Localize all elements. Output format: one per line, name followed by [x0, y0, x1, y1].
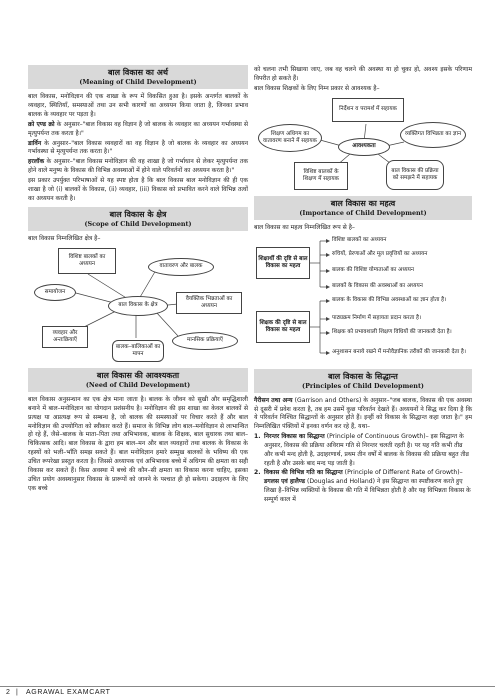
- list-item: रुचियों, प्रेरणाओं और मूल प्रवृत्तियों का अध्ययन: [332, 250, 428, 257]
- right-column: [254, 66, 472, 505]
- section-header-principles: [254, 369, 472, 393]
- paragraph: क्रो एण्ड क्रो के अनुसार–"बाल विकास वह विज्ञान है जो बालक के व्यवहार का अध्ययन गर्भावस्था से मृत्युपर्यन्त तक करता है।": [28, 120, 248, 137]
- scope-node-special-children: विशिष्ट बालकों का अध्ययन: [58, 248, 116, 274]
- section-title: बाल विकास का अर्थ: [107, 68, 168, 77]
- section-subtitle: (Need of Child Development): [85, 380, 191, 389]
- list-item: विशिष्ट बालकों का अध्ययन: [332, 236, 387, 243]
- paragraph: बाल विकास, मनोविज्ञान की एक शाखा के रूप में विकसित हुआ है। इसके अन्तर्गत बालकों के व्यवहार, स्थितियाँ, समस्याओं तथा उन सभी कारणों का अध्ययन किया जाता है, जिनका प्रभाव बालक के व्यवहार पर पड़ता है।: [28, 93, 248, 118]
- section-subtitle: (Principles of Child Development): [302, 381, 424, 390]
- footer-rule: [0, 686, 495, 687]
- list-item: बालक के विकास की विभिन्न अवस्थाओं का ज्ञान होता है।: [332, 296, 447, 303]
- section-title: बाल विकास के क्षेत्र: [109, 209, 167, 219]
- scope-node-measurement: बालक–बालिकाओं का मापन: [112, 340, 164, 362]
- section-title: बाल विकास की आवश्यकता: [96, 370, 180, 380]
- section-subtitle: (Importance of Child Development): [299, 208, 427, 217]
- section-subtitle: (Scope of Child Development): [84, 219, 192, 228]
- section-header-meaning: [28, 65, 248, 89]
- left-column: [28, 62, 248, 495]
- need-node-guidance: निर्देशन व परामर्श में सहायक: [332, 98, 404, 122]
- scope-node-behaviour: व्यवहार और अन्तःक्रियाएँ: [42, 326, 88, 348]
- need-node-process: बाल विकास की प्रक्रिया को समझने में सहायक: [386, 160, 444, 190]
- paragraph: इस प्रकार उपर्युक्त परिभाषाओं से यह स्पष्ट होता है कि बाल विकास बाल मनोविज्ञान की ही एक शाखा है जो (i) बालकों के विकास, (ii) व्यवहार, (iii) विकास को प्रभावित करने वाले विभिन्न तत्वों का अध्ययन करती है।: [28, 177, 248, 202]
- scope-center: बाल विकास के क्षेत्र: [108, 296, 168, 316]
- importance-diagram: [254, 235, 472, 365]
- section-header-scope: [28, 207, 248, 231]
- list-item: बालक की विशिष्ट योग्यताओं का अध्ययन: [332, 266, 415, 273]
- page-number: 2: [6, 689, 10, 696]
- paragraph: को चलना तभी सिखाया जाए, जब वह चलने की अवस्था या हो चुका हो, अवश्य इसके परिणाम विपरीत हो सकते हैं।: [254, 66, 472, 82]
- paragraph: गैरीसन तथा अन्य (Garrison and Others) के अनुसार–"जब बालक, विकास की एक अवस्था से दूसरी में प्रवेश करता है, तब हम उसमें कुछ परिवर्तन देखते हैं। अध्ययनों ने सिद्ध कर दिया है कि ये परिवर्तन निश्चित सिद्धान्तों के अनुसार होते हैं। इन्हीं को विकास के सिद्धान्त कहा जाता है।" हम निम्नलिखित पंक्तियों में इनका वर्णन कर रहे हैं, यथा–: [254, 396, 472, 431]
- section-header-importance: [254, 196, 472, 220]
- list-item: बालकों के विकास की अवस्थाओं का अध्ययन: [332, 282, 423, 289]
- section-title: बाल विकास के सिद्धान्त: [328, 371, 398, 381]
- principle-item: 2. विकास की विभिन्न गति का सिद्धान्त (Principle of Different Rate of Growth)– डगलस एवं हालैण्ड (Douglas and Holland) ने इस सिद्धान्त का स्पष्टीकरण करते हुए लिखा है–विभिन्न व्यक्तियों के विकास की गति में विभिन्नता होती है और यह विभिन्नता विकास के सम्पूर्ण काल में: [254, 468, 471, 503]
- paragraph: डार्विन के अनुसार–"बाल विकास व्यवहारों का वह विज्ञान है जो बालक के व्यवहार का अध्ययन गर्भावस्था से मृत्युपर्यन्त तक करता है।": [28, 139, 248, 156]
- scope-node-adjustment: समायोजन: [34, 284, 76, 301]
- scope-node-individual-differences: वैयक्तिक भिन्नताओं का अध्ययन: [176, 292, 242, 314]
- principle-item: 1. निरन्तर विकास का सिद्धान्त (Principle of Continuous Growth)– इस सिद्धान्त के अनुसार, विकास की प्रक्रिया अविराम गति से निरन्तर चलती रहती है। पर यह गति कभी तीव्र और कभी मन्द होती है, उदाहरणार्थ, प्रथम तीन वर्षों में बालक के विकास की प्रक्रिया बहुत तीव्र रहती है और उसके बाद मन्द पड़ जाती है।: [254, 433, 469, 467]
- publisher-brand: AGRAWAL EXAMCART: [26, 689, 111, 696]
- need-node-environment: शिक्षण अधिगम का वातावरण बनाने में सहायक: [258, 124, 322, 152]
- paragraph: बाल विकास अनुसन्धान का एक क्षेत्र माना जाता है। बालक के जीवन को सुखी और समृद्धिशाली बनाने में बाल–मनोविज्ञान का योगदान प्रशंसनीय है। मनोविज्ञान की इस शाखा का केवल बालकों से प्रत्यक्ष या अप्रत्यक्ष रूप से सम्बन्ध है, जो बालक की समस्याओं पर विचार करते हैं और बाल मनोविज्ञान की उपयोगिता को स्वीकार करते हैं। समाज के विभिन्न लोग बाल–मनोविज्ञान से लाभान्वित हो रहे हैं, जैसे–बालक के माता–पिता तथा अभिभावक, बालक के शिक्षक, बाल सुधारक तथा बाल–चिकित्सक आदि। बाल विकास के द्वारा हम बाल–मन और बाल व्यवहारों तथा बालक के विकास के रहस्यों को भली–भाँति समझ सकते हैं। बाल मनोविज्ञान हमारे सम्मुख बालकों के भविष्य की एक उचित रूपरेखा प्रस्तुत करता है। जिससे अध्यापक एवं अभिभावक बच्चे में अधिगम की क्षमता का सही विकास कर सकते हैं। किस अवस्था में बच्चे की कौन–सी क्षमता का विकास करना चाहिए, इसका उचित प्रयोग अवस्थानुसार विकास के प्रारूपों को जानने के पश्चात ही हो सकेगा। उदाहरण के लिए एक बच्चे: [28, 395, 248, 492]
- teacher-list: [332, 297, 470, 365]
- need-diagram: [254, 96, 472, 192]
- paragraph: बाल विकास निम्नलिखित क्षेत्र है–: [28, 234, 101, 242]
- section-header-need: [28, 368, 248, 392]
- paragraph: बाल विकास का महत्व निम्नलिखित रूप से है–: [254, 223, 355, 231]
- scope-diagram: [28, 246, 248, 364]
- list-item: पाठ्यक्रम निर्माण में सहायता प्रदान करता है।: [332, 314, 422, 321]
- importance-learner-box: शिक्षार्थी की दृष्टि से बाल विकास का महत्व: [256, 247, 310, 279]
- section-title: बाल विकास का महत्व: [330, 198, 396, 208]
- need-center: आवश्यकता: [338, 138, 390, 156]
- paragraph: हरलॉक के अनुसार–"बाल विकास मनोविज्ञान की वह शाखा है जो गर्भाधान से लेकर मृत्युपर्यन्त तक होने वाले मनुष्य के विकास की विभिन्न अवस्थाओं में होने वाले परिवर्तनों का अध्ययन करता है।": [28, 158, 248, 175]
- list-item: अनुशासन बनाये रखने में मनोवैज्ञानिक तरीकों की जानकारी देता है।: [332, 348, 467, 355]
- section-subtitle: (Meaning of Child Development): [79, 78, 197, 86]
- paragraph: बाल विकास शिक्षकों के लिए निम्न प्रकार से आवश्यक है–: [254, 84, 380, 92]
- list-item: शिक्षक को प्रभावशाली शिक्षण विधियों की जानकारी देता है।: [332, 328, 452, 335]
- need-node-special-children: विशिष्ट बालकों के शिक्षण में सहायक: [294, 162, 348, 190]
- footer-separator: |: [16, 689, 18, 696]
- scope-node-mental-processes: मानसिक प्रक्रियाएँ: [172, 332, 238, 350]
- importance-teacher-box: शिक्षक की दृष्टि से बाल विकास का महत्व: [256, 311, 310, 343]
- scope-node-environment: वातावरण और बालक: [148, 258, 214, 276]
- learner-list: [332, 237, 470, 297]
- need-node-individual-difference: व्यक्तिगत विभिन्नता का ज्ञान: [400, 122, 466, 148]
- page-footer: [0, 686, 495, 700]
